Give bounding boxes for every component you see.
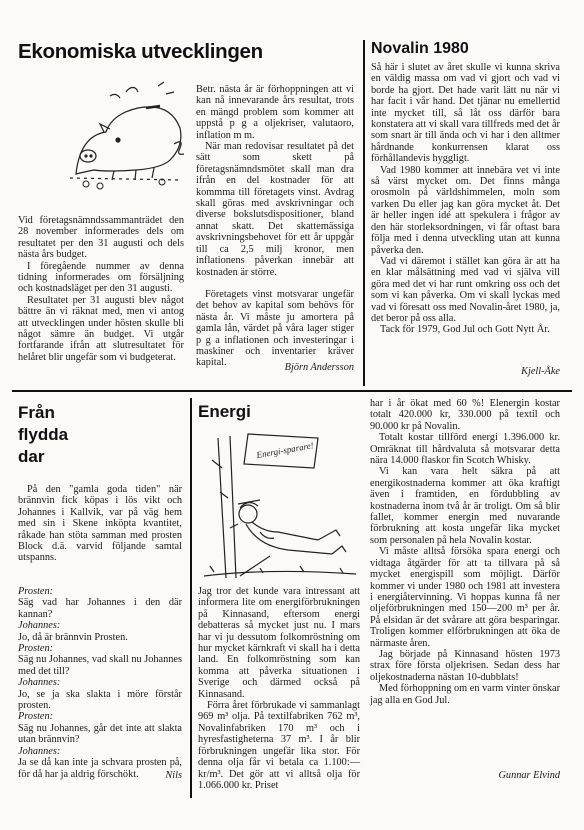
title-line: Från xyxy=(18,403,55,422)
bottom-column-divider xyxy=(190,398,192,798)
dialogue-turn xyxy=(18,620,182,643)
ekonomi-signature: Björn Andersson xyxy=(284,362,354,373)
paragraph: Så här i slutet av året skulle vi kunna skriva en väldig massa om vad vi gjort och vad vi borde ha gjort. Det hade varit lätt nu när vi har facit i vår hand. Det tjänar nu emellertid inte mycket till, så låt oss därför bara konstatera att vi skall vara tillfreds med det år som snart är till ända och vi har i den alltmer hårdnande konkurrensen klarat oss förhållandevis hyggligt. xyxy=(371,62,560,165)
paragraph: Med förhoppning om en varm vinter önskar jag alla en God Jul. xyxy=(370,683,560,706)
section-divider xyxy=(12,390,572,392)
energi-signature: Gunnar Elvind xyxy=(498,770,560,781)
energy-saver-cartoon xyxy=(200,428,360,584)
paragraph: Vid företagsnämndssammanträdet den 28 november informerades dels om resultatet per den 31 augusti och dels nästa års budget. xyxy=(18,215,184,261)
energi-column-2 xyxy=(370,398,560,706)
dialogue-line: Ja se då kan inte ja schvara prosten på, för då har ja aldrig förschökt. xyxy=(18,757,182,780)
paragraph: Vad 1980 kommer att innebära vet vi inte så värst mycket om. Det finns många orosmoln på världshimmelen, moln som varken Du eller jag kan göra mycket åt. Det är heller ingen idé att spekulera i frågor av den här storleksordningen, vi får oftast bara följa med i denna utveckling utan att kunna påverka den. xyxy=(371,164,560,256)
paragraph: På den "gamla goda tiden" när brännvin fick köpas i lös vikt och Johannes i Kallvik, var på väg hem med sin i Skene inköpta kvantitet, råkade han stöta samman med prosten Block d.ä. varvid följande samtal utspanns. xyxy=(18,484,182,564)
paragraph: Totalt kostar tillförd energi 1.396.000 kr. Omräknat till hårdvaluta så motsvarar detta nära 14.000 flaskor fin Scotch Whisky. xyxy=(370,432,560,467)
paragraph: Resultatet per 31 augusti blev något bättre än vi räknat med, men vi antog att utvecklingen under hösten skulle bli något sämre än budget. Vi utgår fortfarande ifrån att slutresultatet för helåret blir ungefär som vi budgeterat. xyxy=(18,294,184,363)
paragraph: Förra året förbrukade vi sammanlagt 969 m³ olja. På textilfabriken 762 m³, Novalinfabriken 170 m³ och i hyresfastigheterna 37 m³. I år blir förbrukningen ungefär lika stor. För denna olja får vi betala ca 1.100:— kr/m³. Det gör att vi alltså olja för 1.066.000 kr. Priset xyxy=(198,700,360,791)
dialogue-line: Jo, då är brännvin Prosten. xyxy=(18,631,128,643)
dialogue-turn xyxy=(18,677,182,711)
novalin-text xyxy=(371,62,560,336)
title-line: dar xyxy=(18,447,45,466)
energi-column-1 xyxy=(198,586,360,791)
novalin-signature: Kjell-Åke xyxy=(521,366,560,377)
ekonomi-right-column xyxy=(196,84,354,369)
speaker-name: Prosten: xyxy=(18,586,54,597)
speaker-name: Johannes: xyxy=(18,677,61,689)
fran-intro xyxy=(18,484,182,564)
ekonomi-left-column xyxy=(18,215,184,363)
speaker-name: Prosten: xyxy=(18,643,54,655)
speaker-name: Johannes: xyxy=(18,745,61,757)
dialogue-line: Säg vad har Johannes i den där kannan? xyxy=(18,597,182,620)
speaker-name: Johannes: xyxy=(18,620,61,632)
paragraph: Betr. nästa år är förhoppningen att vi kan nå innevarande års resultat, trots en mängd problem som kommer att uppstå p g a oljekriser, valutaoro, inflation m m. xyxy=(196,84,354,141)
paragraph: har i år ökat med 60 %! Elenergin kostar totalt 420.000 kr, 330.000 på textil och 90.000 kr på Novalin. xyxy=(370,398,560,432)
piggy-bank-illustration xyxy=(66,74,186,194)
paragraph: När man redovisar resultatet på det sätt som skett på företagsnämndsmötet skall man dra ifrån en del kostnader för att kommma till företagets vinst. Avdrag skall göras med avskrivningar och diverse bokslutsdispositioner, bland annat skatt. Det skattemässiga avskrivningsbehovet för ett år uppgår till ca 2,5 milj kronor, men inflationens påverkan innebär att kostnaden är större. xyxy=(196,141,354,278)
paragraph: Vi kan vara helt säkra på att energikostnaderna kommer att öka kraftigt även i framtiden, en fördubbling av kostnaderna inom två år är troligt. Om så blir fallet, kommer energin med nuvarande förbrukning att kosta ungefär lika mycket som personalen på hela Novalin kostar. xyxy=(370,466,560,546)
paragraph: Vi måste alltså försöka spara energi och vidtaga åtgärder för att ta tillvara på så mycket energispill som möjligt. Därför kommer vi under 1980 och 1981 att investera i energiåtervinning. Vi hoppas kunna få ner oljeförbrukningen med 150—200 m³ per år. På elsidan är det svårare att göra besparingar. Troligen kommer elförbrukningen att öka de närmaste åren. xyxy=(370,546,560,649)
dialogue-line: Säg nu Johannes, vad skall nu Johannes med det till? xyxy=(18,654,182,677)
speaker-name: Prosten: xyxy=(18,711,54,723)
dialogue-turn xyxy=(18,586,182,620)
cartoon-sign-text: Energi-sparare! xyxy=(255,440,315,461)
fran-signature: Nils xyxy=(165,770,182,781)
energi-title: Energi xyxy=(198,402,251,421)
dialogue-line: Säg nu Johannes, går det inte att slakta utan brännvin? xyxy=(18,722,182,746)
title-line: flydda xyxy=(18,425,69,444)
fran-title xyxy=(18,402,68,468)
paragraph: Jag började på Kinnasand hösten 1973 strax före första oljekrisen. Sedan dess har oljekostnaderna nästan 10-dubblats! xyxy=(370,648,560,683)
ekonomi-title: Ekonomiska utvecklingen xyxy=(18,40,263,63)
dialogue-turn xyxy=(18,711,182,745)
paragraph: Företagets vinst motsvarar ungefär det behov av kapital som behövs för nästa år. Vi måste ju amortera på gamla lån, värdet på våra lager stiger p g a inflationen och investeringar i maskiner och inventarier kräver kapital. xyxy=(196,288,354,369)
fran-dialogue xyxy=(18,586,182,780)
paragraph: Jag tror det kunde vara intressant att informera lite om energiförbrukningen på Kinnasand, eftersom energi debatteras så mycket just nu. I mars har vi ju dessutom folkomröstning om hur mycket kärnkraft vi skall ha i detta land. En folkomröstning som kan komma att påverka situationen i Sverige och därmed också på Kinnasand. xyxy=(198,586,360,700)
novalin-title: Novalin 1980 xyxy=(371,40,469,57)
paragraph: Vad vi däremot i stället kan göra är att ha en klar målsättning med vad vi själva vill göra med det vi har runt omkring oss och det som vi kan påverka. Om vi skall lyckas med vad vi föresatt oss med Novalin-året 1980, ja, det beror på oss alla. xyxy=(371,255,560,324)
dialogue-turn xyxy=(18,643,182,677)
dialogue-line: Jo, se ja ska slakta i möre förstår prosten. xyxy=(18,688,182,712)
paragraph: I föregående nummer av denna tidning informerades om försäljning och kostnadsläget per den 31 augusti. xyxy=(18,260,184,295)
paragraph: Tack för 1979, God Jul och Gott Nytt År. xyxy=(380,324,550,336)
top-column-divider xyxy=(363,40,365,386)
